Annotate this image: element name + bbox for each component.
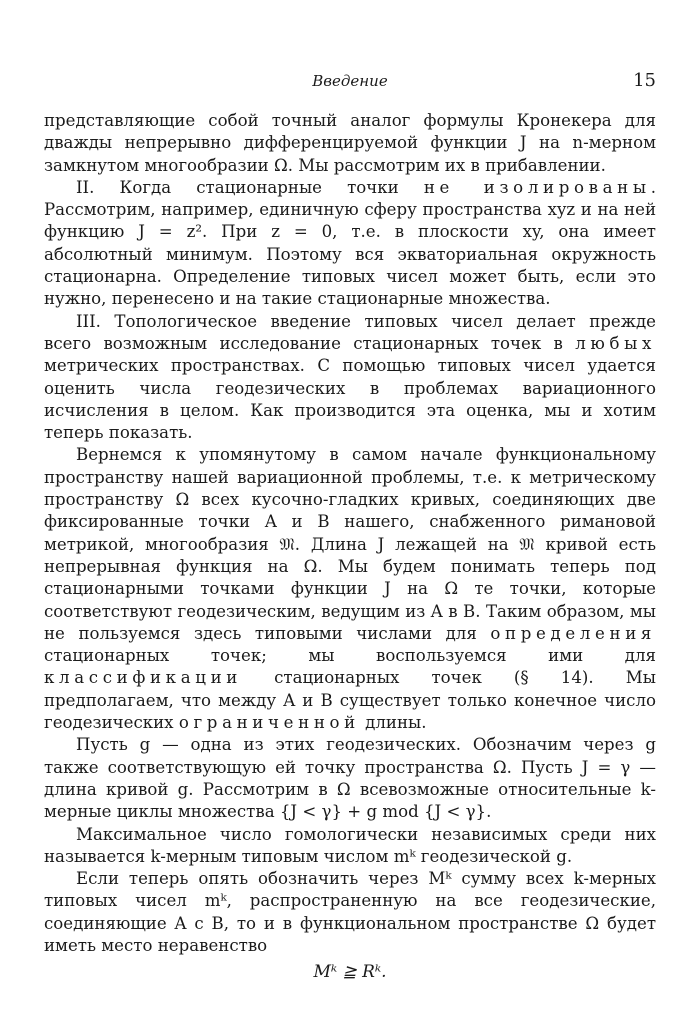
spaced-emphasis: ограниченной: [178, 713, 360, 733]
formula-inequality: Mᵏ ≧ Rᵏ.: [313, 962, 387, 983]
paragraph-case-ii: [44, 177, 656, 311]
spaced-emphasis: классификации: [44, 668, 242, 688]
text-span: Вернемся к упомянутому в самом начале функциональному пространству нашей вариационной проблемы, т.е. к метрическому пространству Ω всех кусочно-гладких кривых, соединяющих две фиксированные точки A и B нашего, снабженного римановой метрикой, многообразия 𝔐. Длина J лежащей на 𝔐 кривой есть непрерывная функция на Ω. Мы будем понимать теперь под стационарными точками функции J на Ω те точки, которые соответствуют геодезическим, ведущим из A в B. Таким образом, мы не пользуемся здесь типовыми числами для: [44, 445, 656, 643]
paragraph-case-iii: [44, 311, 656, 445]
text-span: стационарных точек (§ 14). Мы предполагаем, что между A и B существует только конечное число геодезических: [44, 668, 656, 733]
spaced-emphasis: не изолированы: [423, 177, 651, 197]
paragraph-geodesic-g: Пусть g — одна из этих геодезических. Обозначим через g также соответствующую ей точку пространства Ω. Пусть J = γ — длина кривой g. Рассмотрим в Ω всевозможные относительные k-мерные циклы множества {J < γ} + g mod {J < γ}.: [44, 735, 656, 822]
text-span: III. Топологическое введение типовых чисел делает прежде всего возможным исследование стационарных точек в: [44, 311, 656, 353]
text-span: стационарных точек; мы воспользуемся ими для: [44, 646, 656, 666]
paragraph-type-number: Максимальное число гомологически независимых среди них называется k-мерным типовым числом mᵏ геодезической g.: [44, 824, 656, 866]
running-title: Введение: [312, 72, 388, 90]
text-span: метрических пространствах. С помощью типовых чисел удается оценить числа геодезических в проблемах вариационного исчисления в целом. Как производится эта оценка, мы и хотим теперь показать.: [44, 356, 656, 443]
page-header: [44, 72, 656, 94]
paragraph-inequality: Если теперь опять обозначить через Mᵏ сумму всех k-мерных типовых чисел mᵏ, распространенную на все геодезические, соединяющие A с B, то и в функциональном пространстве Ω будет иметь место неравенство: [44, 869, 656, 955]
text-span: . Рассмотрим, например, единичную сферу пространства xyz и на ней функцию J = z². При z = 0, т.е. в плоскости xy, она имеет абсолютный минимум. Поэтому вся экваториальная окружность стационарна. Определение типовых чисел может быть, если это нужно, перенесено и на такие стационарные множества.: [44, 177, 656, 309]
text-span: II. Когда стационарные точки: [76, 177, 399, 197]
paragraph-continuation: представляющие собой точный аналог формулы Кронекера для дважды непрерывно дифференцируемой функции J на n-мерном замкнутом многообразии Ω. Мы рассмотрим их в прибавлении.: [44, 111, 656, 175]
spaced-emphasis: определения: [490, 623, 657, 643]
spaced-emphasis: любых: [575, 333, 656, 353]
page-number: 15: [633, 70, 656, 91]
paragraph-function-space: [44, 444, 656, 734]
text-span: длины.: [365, 713, 427, 733]
body-text: [44, 110, 656, 984]
